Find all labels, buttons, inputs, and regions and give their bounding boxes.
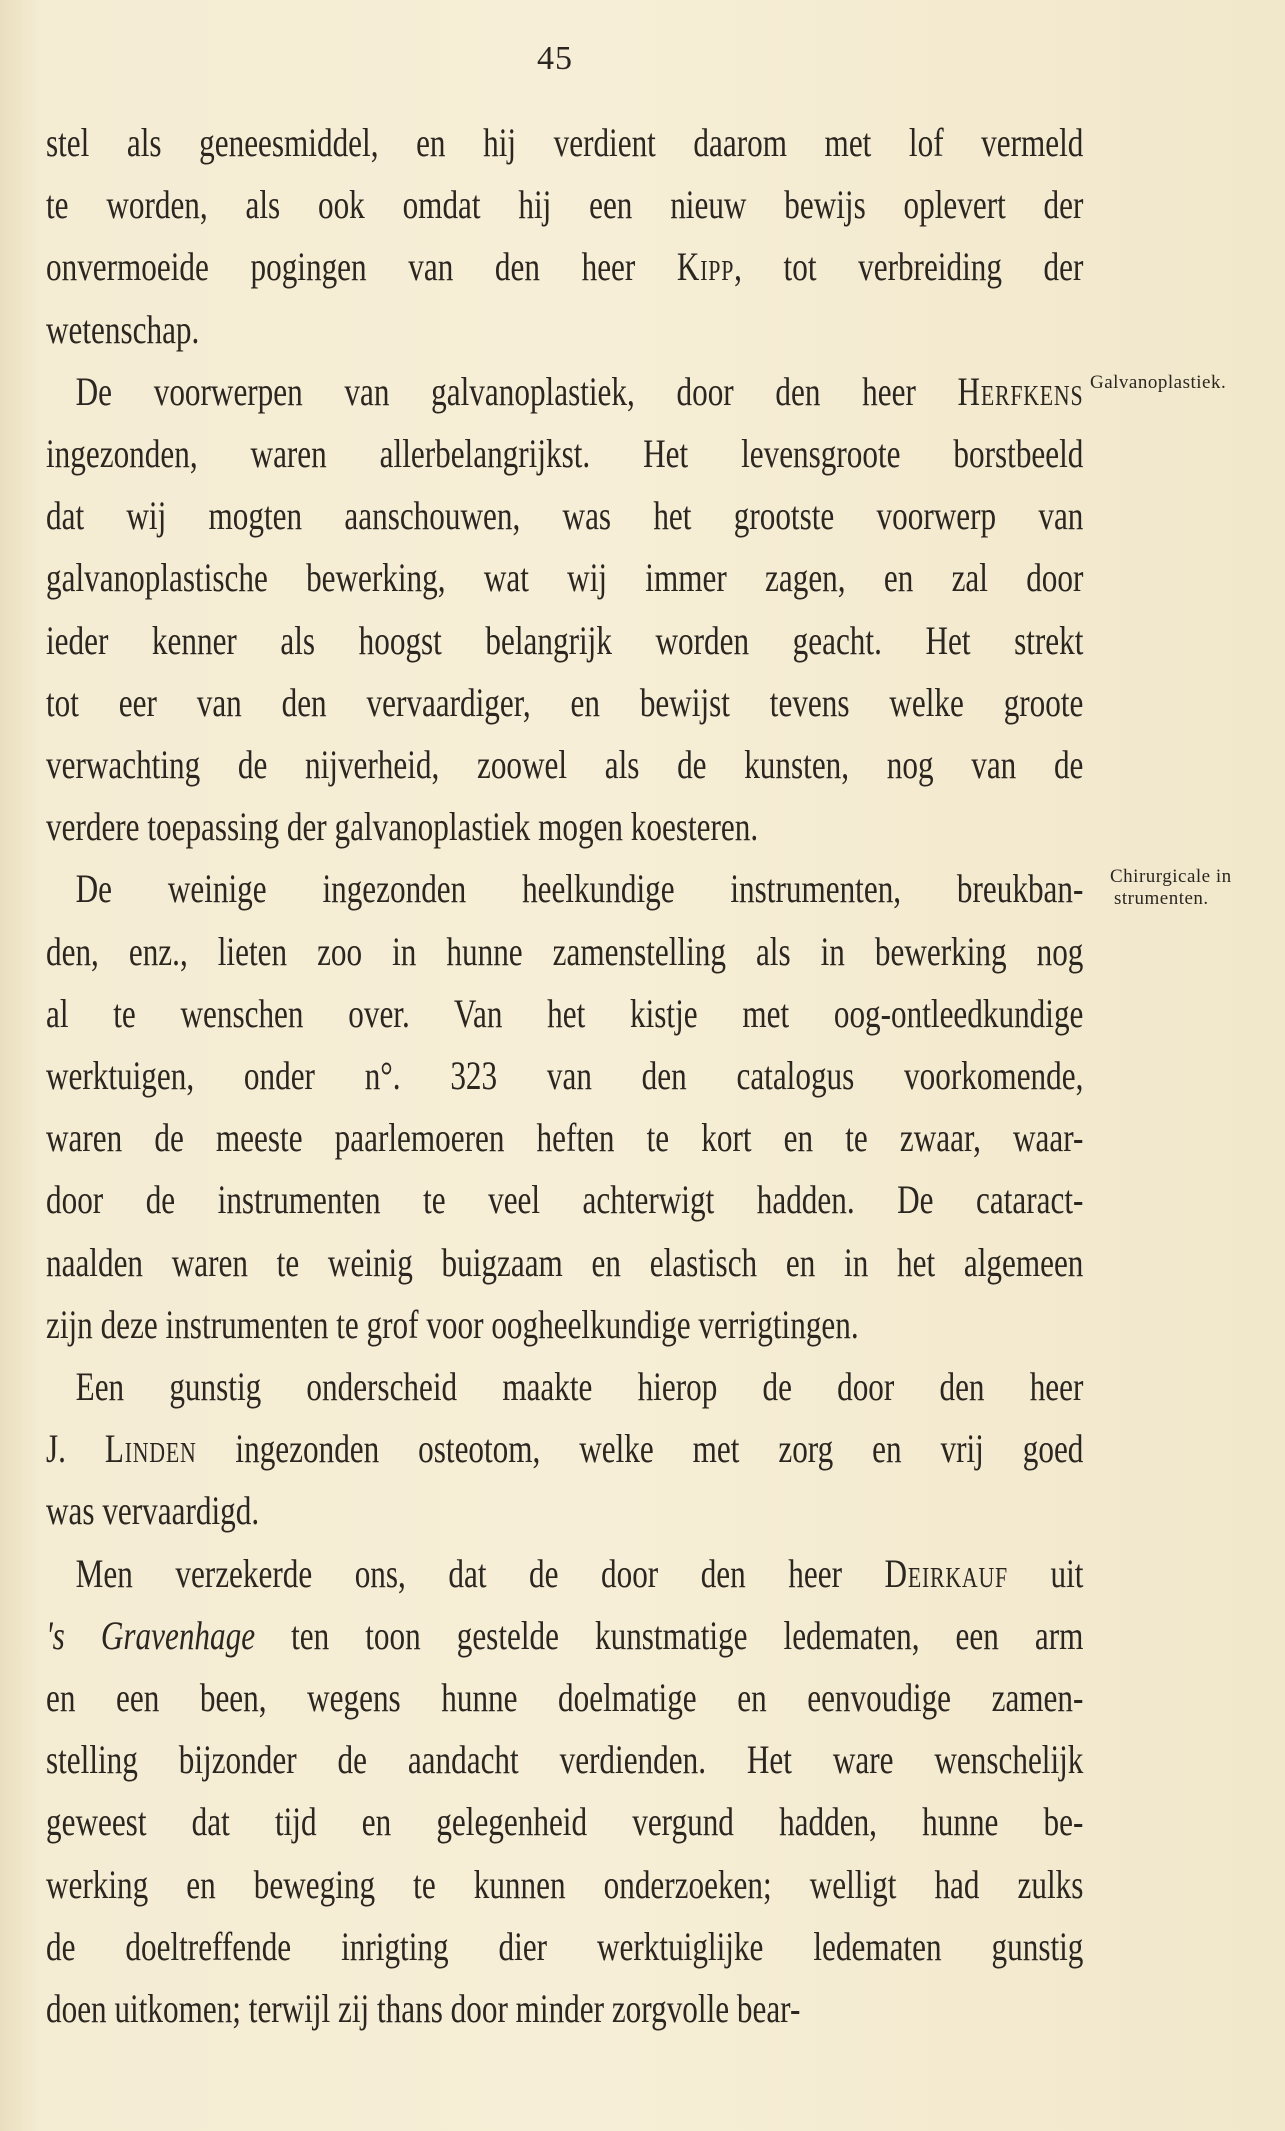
text-line bbox=[46, 423, 1083, 485]
text-run: door de instrumenten te veel achterwigt hadden. De cataract- bbox=[46, 1177, 1084, 1223]
text-line bbox=[46, 1045, 1083, 1107]
text-run: verdere toepassing der galvanoplastiek mogen koesteren. bbox=[46, 804, 759, 850]
margin-note-line: strumenten. bbox=[1114, 888, 1209, 909]
text-line bbox=[46, 299, 1083, 361]
text-run: tot eer van den vervaardiger, en bewijst tevens welke groote bbox=[46, 679, 1084, 725]
text-line bbox=[46, 485, 1083, 547]
text-run: wetenschap. bbox=[46, 306, 200, 352]
text-run: ingezonden, waren allerbelangrijkst. Het levensgroote borstbeeld bbox=[46, 431, 1084, 477]
text-line bbox=[46, 921, 1083, 983]
text-line bbox=[46, 1418, 1083, 1480]
text-line bbox=[46, 734, 1083, 796]
text-run: was vervaardigd. bbox=[46, 1488, 260, 1534]
paragraph bbox=[46, 1543, 1083, 2041]
text-run: geweest dat tijd en gelegenheid vergund hadden, hunne be- bbox=[46, 1799, 1084, 1845]
text-line bbox=[46, 1667, 1083, 1729]
margin-note-chirurgicale bbox=[1110, 866, 1285, 910]
text-run: ingezonden osteotom, welke met zorg en vrij goed bbox=[196, 1426, 1084, 1472]
name-small-caps: Deirkauf bbox=[884, 1550, 1008, 1596]
margin-note-galvanoplastiek: Galvanoplastiek. bbox=[1090, 372, 1227, 393]
text-run: dat wij mogten aanschouwen, was het grootste voorwerp van bbox=[46, 493, 1084, 539]
text-line bbox=[46, 1978, 1083, 2040]
text-line bbox=[46, 174, 1083, 236]
text-run: Een gunstig onderscheid maakte hierop de door den heer bbox=[75, 1364, 1084, 1410]
text-run: ten toon gestelde kunstmatige ledematen, een arm bbox=[255, 1612, 1084, 1658]
text-run: uit bbox=[1007, 1550, 1084, 1596]
text-run: en een been, wegens hunne doelmatige en eenvoudige zamen- bbox=[46, 1675, 1084, 1721]
text-run: al te wenschen over. Van het kistje met oog-ontleedkundige bbox=[46, 990, 1084, 1036]
text-line bbox=[46, 610, 1083, 672]
text-run: De weinige ingezonden heelkundige instrumenten, breukban- bbox=[75, 866, 1084, 912]
name-small-caps: Linden bbox=[104, 1426, 197, 1472]
text-line bbox=[46, 1480, 1083, 1542]
text-line bbox=[46, 1854, 1083, 1916]
text-line bbox=[46, 1605, 1083, 1667]
text-line bbox=[46, 1543, 1083, 1605]
text-line bbox=[46, 1169, 1083, 1231]
page-number: 45 bbox=[537, 40, 573, 77]
text-run: stelling bijzonder de aandacht verdienden. Het ware wenschelijk bbox=[46, 1737, 1084, 1783]
text-run: De voorwerpen van galvanoplastiek, door den heer bbox=[75, 368, 958, 414]
text-run: onvermoeide pogingen van den heer bbox=[46, 244, 677, 290]
margin-note-line: Chirurgicale in bbox=[1110, 866, 1232, 887]
text-line bbox=[46, 1729, 1083, 1791]
text-line bbox=[46, 1232, 1083, 1294]
text-run: ieder kenner als hoogst belangrijk worden geacht. Het strekt bbox=[46, 617, 1084, 663]
name-small-caps: Herfkens bbox=[957, 368, 1084, 414]
text-line bbox=[46, 1356, 1083, 1418]
text-line bbox=[46, 1294, 1083, 1356]
text-run: de doeltreffende inrigting dier werktuiglijke ledematen gunstig bbox=[46, 1923, 1084, 1969]
text-run: , tot verbreiding der bbox=[734, 244, 1084, 290]
text-line bbox=[46, 1791, 1083, 1853]
paragraph bbox=[46, 858, 1083, 1356]
text-line bbox=[46, 672, 1083, 734]
text-run: galvanoplastische bewerking, wat wij immer zagen, en zal door bbox=[46, 555, 1084, 601]
text-line bbox=[46, 236, 1083, 298]
text-line bbox=[46, 1107, 1083, 1169]
text-run: den, enz., lieten zoo in hunne zamenstelling als in bewerking nog bbox=[46, 928, 1084, 974]
paragraph bbox=[46, 112, 1083, 361]
text-run: werktuigen, onder n°. 323 van den catalogus voorkomende, bbox=[46, 1053, 1084, 1099]
body-text bbox=[46, 112, 1083, 2040]
text-run: zijn deze instrumenten te grof voor oogheelkundige verrigtingen. bbox=[46, 1301, 859, 1347]
text-run: verwachting de nijverheid, zoowel als de kunsten, nog van de bbox=[46, 742, 1084, 788]
text-run: J. bbox=[46, 1426, 105, 1472]
place-italic: 's Gravenhage bbox=[46, 1612, 256, 1658]
text-run: werking en beweging te kunnen onderzoeken; welligt had zulks bbox=[46, 1861, 1084, 1907]
text-run: stel als geneesmiddel, en hij verdient daarom met lof vermeld bbox=[46, 120, 1084, 165]
text-run: te worden, als ook omdat hij een nieuw bewijs oplevert der bbox=[46, 182, 1084, 228]
text-run: waren de meeste paarlemoeren heften te kort en te zwaar, waar- bbox=[46, 1115, 1084, 1161]
text-line bbox=[46, 796, 1083, 858]
paragraph bbox=[46, 361, 1083, 859]
text-line bbox=[46, 547, 1083, 609]
text-line bbox=[46, 1916, 1083, 1978]
text-run: doen uitkomen; terwijl zij thans door minder zorgvolle bear- bbox=[46, 1986, 801, 2032]
text-run: Men verzekerde ons, dat de door den heer bbox=[75, 1550, 885, 1596]
text-line bbox=[46, 361, 1083, 423]
name-small-caps: Kipp bbox=[676, 244, 735, 290]
text-run: naalden waren te weinig buigzaam en elastisch en in het algemeen bbox=[46, 1239, 1084, 1285]
paragraph bbox=[46, 1356, 1083, 1543]
text-line bbox=[46, 858, 1083, 920]
text-line bbox=[46, 983, 1083, 1045]
text-line bbox=[46, 112, 1083, 174]
